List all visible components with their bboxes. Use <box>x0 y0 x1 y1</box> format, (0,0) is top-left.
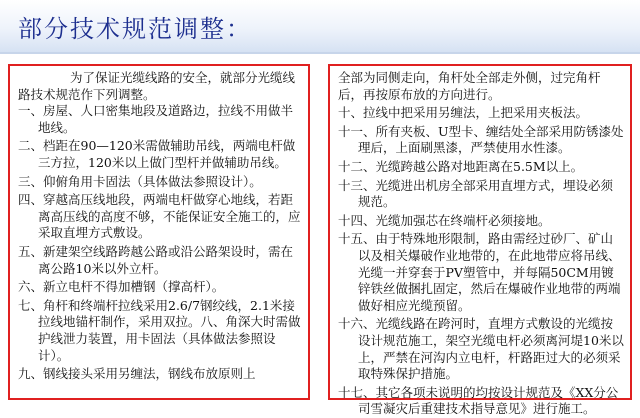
list-item: 十六、光缆线路在跨河时，直埋方式敷设的光缆按设计规范施工，架空光缆电杆必须离河堤10米以上，严禁在河沟内立电杆，杆路距过大的必须采取特殊保护措施。 <box>338 316 624 382</box>
list-item: 二、档距在90—120米需做辅助吊线，两端电杆做三方拉，120米以上做门型杆并做辅助吊线。 <box>18 138 296 170</box>
list-item: 四、穿越高压线地段，两端电杆做穿心地线，若距离高压线的高度不够，不能保证安全施工的，应采取直埋方式敷设。 <box>18 192 301 241</box>
list-item: 九、钢线接头采用另缠法，钢线布放原则上 <box>18 366 256 382</box>
list-item: 十四、光缆加强芯在终端杆必须接地。 <box>338 212 551 228</box>
list-item: 六、新立电杆不得加槽钢（撑高杆）。 <box>18 279 225 295</box>
list-item: 十一、所有夹板、U型卡、缠结处全部采用防锈漆处理后，上面刷黑漆，严禁使用水性漆。 <box>338 123 624 156</box>
list-item: 七、角杆和终端杆拉线采用2.6/7钢绞线，2.1米接拉线地锚杆制作，采用双拉。八、角深大时需做护线泄力装置，用卡固法（具体做法参照设计）。 <box>18 297 301 363</box>
right-panel <box>328 64 632 417</box>
left-panel <box>8 64 310 400</box>
list-item: 三、仰俯角用卡固法（具体做法参照设计）。 <box>18 173 262 189</box>
list-item: 一、房屋、人口密集地段及道路边，拉线不用做半地线。 <box>18 103 294 135</box>
intro-paragraph: 为了保证光缆线路的安全，就部分光缆线路技术规范作下列调整。 <box>18 70 296 102</box>
continuation-paragraph: 全部为同侧走向，角杆处全部走外侧，过完角杆后，再按原布放的方向进行。 <box>338 70 601 102</box>
list-item: 十二、光缆跨越公路对地距离在5.5M以上。 <box>338 158 584 174</box>
page-title: 部分技术规范调整： <box>18 15 252 43</box>
list-item: 十、拉线中把采用另缠法，上把采用夹板法。 <box>338 105 589 121</box>
list-item: 十五、由于特殊地形限制，路由需经过砂厂、矿山以及相关爆破作业地带的，在此地带应将吊线、光缆一并穿套于PV塑管中，并每隔50CM用镀锌铁丝做捆扎固定，然后在爆破作业地带的两端做好相应光缆预留。 <box>338 231 621 313</box>
list-item: 十三、光缆进出机房全部采用直埋方式，埋设必须规范。 <box>338 177 614 210</box>
title-bar <box>0 0 640 54</box>
list-item: 五、新建架空线路跨越公路或沿公路架设时，需在离公路10米以外立杆。 <box>18 243 294 276</box>
list-item: 十七、其它各项未说明的均按设计规范及《XX分公司雪凝灾后重建技术指导意见》进行施工。 <box>338 384 619 417</box>
